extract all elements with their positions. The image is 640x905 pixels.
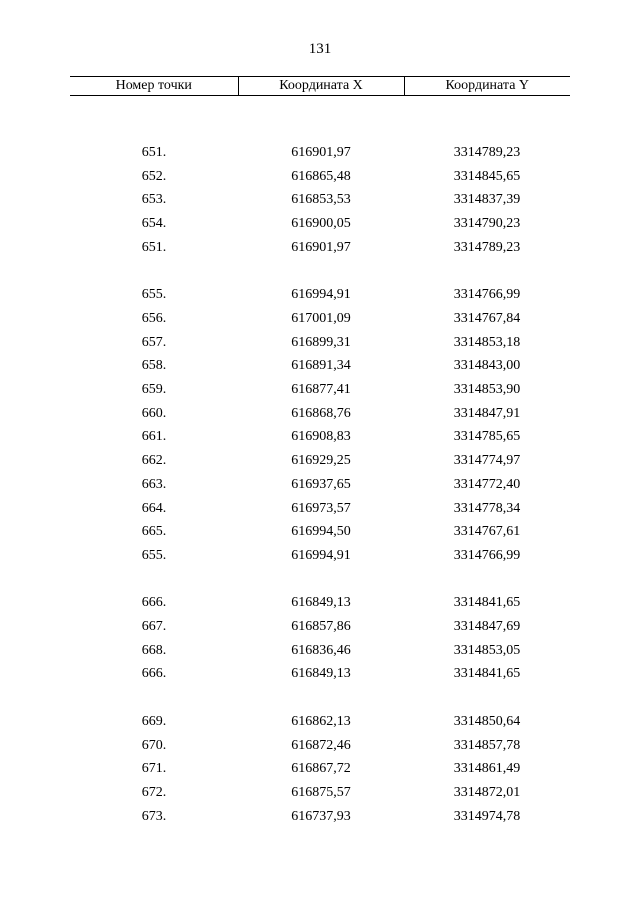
table-row: [70, 662, 570, 686]
coordinate-x-cell: 616865,48: [291, 168, 351, 184]
table-row: [70, 165, 570, 189]
coordinate-x-cell: 616908,83: [291, 429, 351, 445]
point-number-cell: 672.: [141, 784, 167, 800]
group-spacer: [70, 96, 570, 142]
point-number-cell: 664.: [141, 500, 167, 516]
point-number-cell: 667.: [141, 619, 167, 635]
coordinate-x-cell: 616872,46: [291, 737, 351, 753]
point-number-cell: 657.: [141, 334, 167, 350]
coordinate-x-cell: 616867,72: [291, 761, 351, 777]
coordinates-table: [70, 76, 570, 828]
spacer-cell: [70, 96, 570, 142]
point-number-cell: 656.: [141, 310, 167, 326]
coordinate-y-cell: 3314872,01: [453, 784, 521, 800]
point-number-cell: 665.: [141, 524, 167, 540]
coordinate-y-cell: 3314772,40: [453, 476, 521, 492]
point-number-cell: 658.: [141, 358, 167, 374]
coordinate-y-cell: 3314778,34: [453, 500, 521, 516]
table-row: [70, 449, 570, 473]
table-row: [70, 805, 570, 829]
coordinate-y-cell: 3314789,23: [453, 145, 521, 160]
table-row: [70, 544, 570, 568]
coordinate-y-cell: 3314843,00: [453, 358, 521, 374]
coordinate-y-cell: 3314861,49: [453, 761, 521, 777]
point-number-cell: 651.: [141, 239, 167, 255]
spacer-cell: [70, 260, 570, 284]
point-number-cell: 655.: [141, 547, 167, 563]
coordinate-x-cell: 616901,97: [291, 145, 351, 160]
table-body: [70, 96, 570, 829]
coordinate-y-cell: 3314853,05: [453, 642, 521, 658]
page-number: 131: [308, 41, 332, 57]
table-row: [70, 591, 570, 615]
coordinate-x-cell: 616891,34: [291, 358, 351, 374]
table-row: [70, 331, 570, 355]
coordinate-y-cell: 3314841,65: [453, 666, 521, 682]
coordinate-x-cell: 616994,91: [291, 547, 351, 563]
coordinate-x-cell: 616862,13: [291, 713, 351, 729]
coordinate-y-cell: 3314789,23: [453, 239, 521, 255]
table-row: [70, 757, 570, 781]
coordinate-x-cell: 616994,50: [291, 524, 351, 540]
header-point-number: Номер точки: [70, 77, 238, 96]
point-number-cell: 669.: [141, 713, 167, 729]
point-number-cell: 661.: [141, 429, 167, 445]
coordinate-y-cell: 3314847,91: [453, 405, 521, 421]
table-row: [70, 188, 570, 212]
coordinate-x-cell: 616836,46: [291, 642, 351, 658]
table-header-row: [70, 77, 570, 96]
coordinate-y-cell: 3314845,65: [453, 168, 521, 184]
point-number-cell: 666.: [141, 595, 167, 611]
coordinate-x-cell: 616901,97: [291, 239, 351, 255]
coordinate-x-cell: 616877,41: [291, 382, 351, 398]
header-coordinate-y: Координата Y: [404, 77, 570, 96]
point-number-cell: 663.: [141, 476, 167, 492]
table-row: [70, 283, 570, 307]
group-spacer: [70, 686, 570, 710]
coordinate-y-cell: 3314850,64: [453, 713, 521, 729]
table-row: [70, 781, 570, 805]
point-number-cell: 652.: [141, 168, 167, 184]
coordinate-y-cell: 3314767,84: [453, 310, 521, 326]
coordinate-y-cell: 3314974,78: [453, 808, 521, 824]
point-number-cell: 671.: [141, 761, 167, 777]
spacer-cell: [70, 686, 570, 710]
coordinate-y-cell: 3314766,99: [453, 547, 521, 563]
point-number-cell: 666.: [141, 666, 167, 682]
table-row: [70, 236, 570, 260]
table-row: [70, 473, 570, 497]
point-number-cell: 662.: [141, 453, 167, 469]
table-row: [70, 378, 570, 402]
table-row: [70, 402, 570, 426]
coordinate-y-cell: 3314767,61: [453, 524, 521, 540]
coordinate-x-cell: 616868,76: [291, 405, 351, 421]
point-number-cell: 654.: [141, 216, 167, 232]
point-number-cell: 653.: [141, 192, 167, 208]
point-number-cell: 659.: [141, 382, 167, 398]
coordinate-y-cell: 3314853,90: [453, 382, 521, 398]
coordinate-y-cell: 3314785,65: [453, 429, 521, 445]
table-row: [70, 354, 570, 378]
coordinate-x-cell: 616737,93: [291, 808, 351, 824]
spacer-cell: [70, 568, 570, 592]
point-number-cell: 668.: [141, 642, 167, 658]
coordinate-x-cell: 617001,09: [291, 310, 351, 326]
coordinate-x-cell: 616849,13: [291, 666, 351, 682]
table-row: [70, 734, 570, 758]
table-row: [70, 639, 570, 663]
group-spacer: [70, 260, 570, 284]
coordinate-x-cell: 616900,05: [291, 216, 351, 232]
coordinate-y-cell: 3314766,99: [453, 287, 521, 303]
coordinate-x-cell: 616849,13: [291, 595, 351, 611]
coordinate-y-cell: 3314774,97: [453, 453, 521, 469]
coordinate-y-cell: 3314847,69: [453, 619, 521, 635]
table-row: [70, 425, 570, 449]
coordinate-x-cell: 616857,86: [291, 619, 351, 635]
table-row: [70, 141, 570, 165]
coordinate-y-cell: 3314837,39: [453, 192, 521, 208]
group-spacer: [70, 568, 570, 592]
coordinate-y-cell: 3314857,78: [453, 737, 521, 753]
table-row: [70, 212, 570, 236]
point-number-cell: 660.: [141, 405, 167, 421]
point-number-cell: 673.: [141, 808, 167, 824]
point-number-cell: 670.: [141, 737, 167, 753]
coordinate-y-cell: 3314790,23: [453, 216, 521, 232]
coordinate-y-cell: 3314853,18: [453, 334, 521, 350]
coordinate-x-cell: 616875,57: [291, 784, 351, 800]
coordinate-x-cell: 616937,65: [291, 476, 351, 492]
table-row: [70, 615, 570, 639]
table-row: [70, 497, 570, 521]
point-number-cell: 655.: [141, 287, 167, 303]
table-row: [70, 710, 570, 734]
coordinate-y-cell: 3314841,65: [453, 595, 521, 611]
coordinate-x-cell: 616853,53: [291, 192, 351, 208]
header-coordinate-x: Координата X: [238, 77, 404, 96]
coordinate-x-cell: 616929,25: [291, 453, 351, 469]
point-number-cell: 651.: [141, 145, 167, 160]
table-row: [70, 307, 570, 331]
table-row: [70, 520, 570, 544]
coordinate-x-cell: 616973,57: [291, 500, 351, 516]
coordinate-x-cell: 616899,31: [291, 334, 351, 350]
coordinate-x-cell: 616994,91: [291, 287, 351, 303]
